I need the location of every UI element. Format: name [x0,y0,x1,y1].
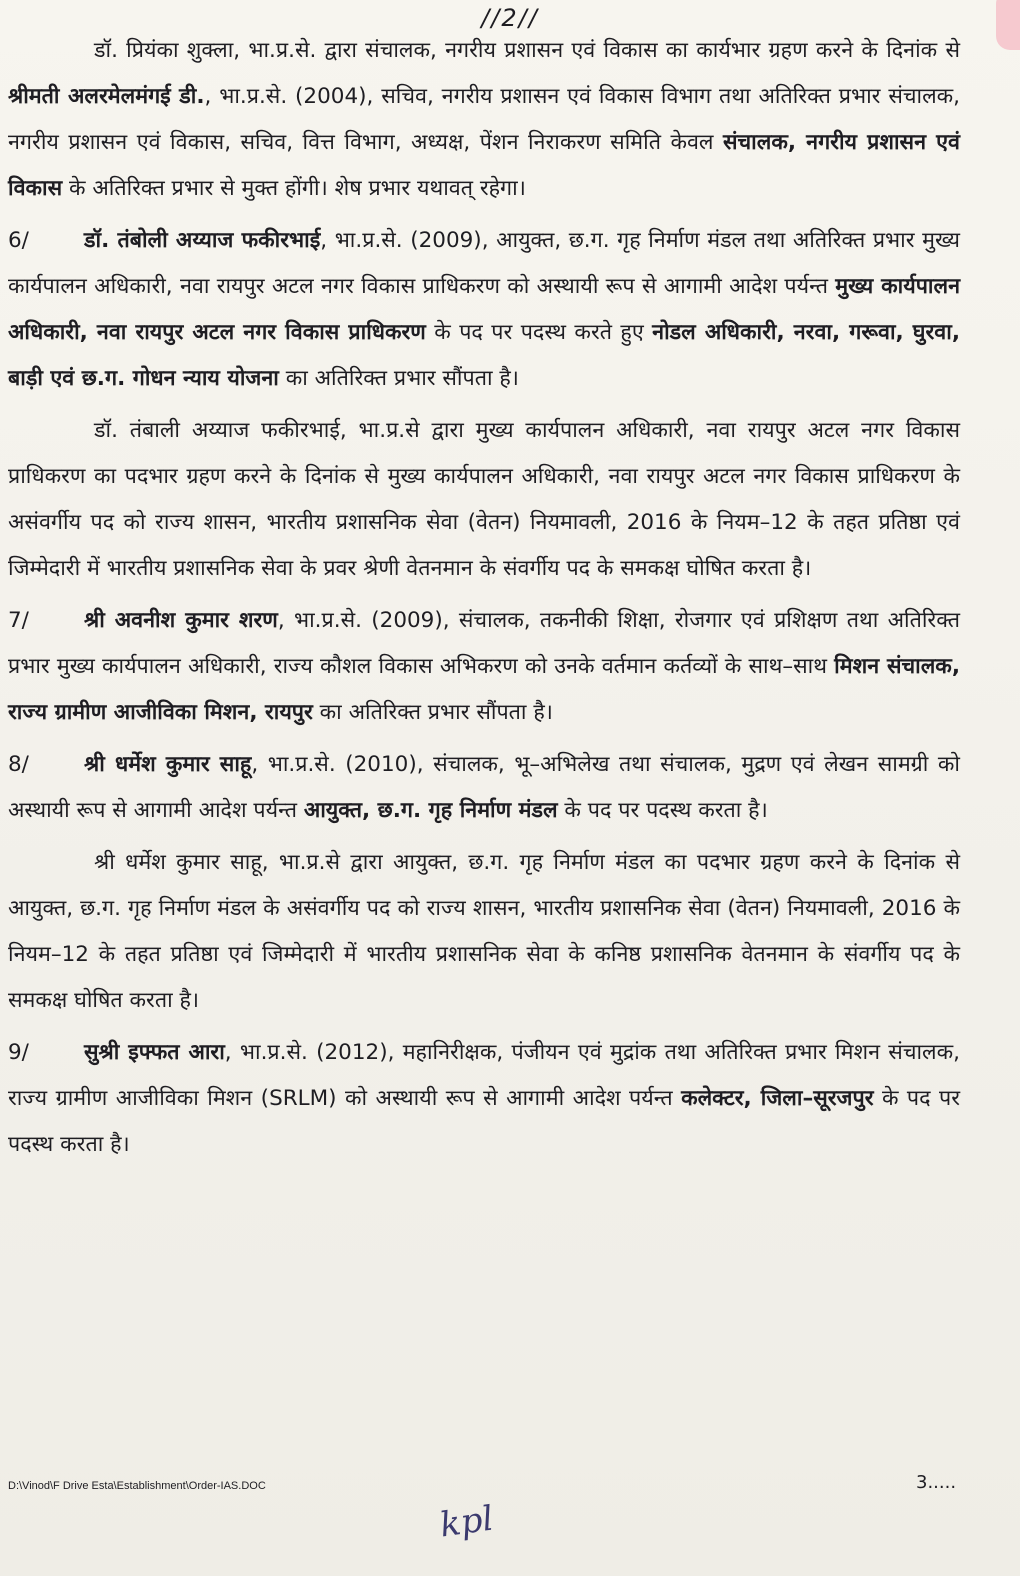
paragraph-5-continuation [8,28,960,212]
text-run: , भा.प्र.से. (2009), आयुक्त, छ.ग. गृह निर्माण मंडल तथा अतिरिक्त प्रभार मुख्य कार्यपालन अधिकारी, नवा रायपुर अटल नगर विकास प्राधिकरण को अस्थायी रूप से आगामी आदेश पर्यन्त [8,228,960,299]
bold-name: श्रीमती अलरमेलमंगई डी. [8,84,205,109]
text-run: , भा.प्र.से. (2009), संचालक, तकनीकी शिक्षा, रोजगार एवं प्रशिक्षण तथा अतिरिक्त प्रभार मुख्य कार्यपालन अधिकारी, राज्य कौशल विकास अभिकरण को उनके वर्तमान कर्तव्यों के साथ–साथ [8,608,961,679]
document-body [8,28,960,1174]
bold-name: डॉ. तंबोली अय्याज फकीरभाई [84,228,321,253]
text-run: , भा.प्र.से. (2004), सचिव, नगरीय प्रशासन एवं विकास विभाग तथा अतिरिक्त प्रभार संचालक, नगरीय प्रशासन एवं विकास, सचिव, वित्त विभाग, अध्यक्ष, पेंशन निराकरण समिति केवल [8,84,961,155]
bold-name: श्री अवनीश कुमार शरण [84,608,278,633]
bold-name: सुश्री इफ्फत आरा [84,1040,225,1065]
paragraph-number: 8/ [8,752,29,777]
bold-post: कलेक्टर, जिला–सूरजपुर [681,1086,874,1111]
bold-post: आयुक्त, छ.ग. गृह निर्माण मंडल [303,798,558,823]
text-run: के पद पर पदस्थ करता है। [8,1086,961,1157]
paragraph-number: 7/ [8,608,29,633]
bold-post: मुख्य कार्यपालन अधिकारी, नवा रायपुर अटल नगर विकास प्राधिकरण [8,274,960,345]
text-run: के पद पर पदस्थ करते हुए [425,320,653,345]
paragraph-8 [8,742,960,834]
next-page-marker: 3..... [916,1472,957,1493]
bold-name: श्री धर्मेश कुमार साहू [84,752,252,777]
text-run: के पद पर पदस्थ करता है। [557,798,768,823]
paragraph-9 [8,1030,960,1168]
bold-post: मिशन संचालक, राज्य ग्रामीण आजीविका मिशन, रायपुर [8,654,960,725]
paragraph-8-declaration: श्री धर्मेश कुमार साहू, भा.प्र.से द्वारा आयुक्त, छ.ग. गृह निर्माण मंडल का पदभार ग्रहण करने के दिनांक से आयुक्त, छ.ग. गृह निर्माण मंडल के असंवर्गीय पद को राज्य शासन, भारतीय प्रशासनिक सेवा (वेतन) नियमावली, 2016 के नियम–12 के तहत प्रतिष्ठा एवं जिम्मेदारी में भारतीय प्रशासनिक सेवा के कनिष्ठ प्रशासनिक वेतनमान के संवर्गीय पद के समकक्ष घोषित करता है। [8,850,960,1013]
paragraph-6-declaration: डॉ. तंबाली अय्याज फकीरभाई, भा.प्र.से द्वारा मुख्य कार्यपालन अधिकारी, नवा रायपुर अटल नगर विकास प्राधिकरण का पदभार ग्रहण करने के दिनांक से मुख्य कार्यपालन अधिकारी, नवा रायपुर अटल नगर विकास प्राधिकरण के असंवर्गीय पद को राज्य शासन, भारतीय प्रशासनिक सेवा (वेतन) नियमावली, 2016 के नियम–12 के तहत प्रतिष्ठा एवं जिम्मेदारी में भारतीय प्रशासनिक सेवा के प्रवर श्रेणी वेतनमान के संवर्गीय पद के समकक्ष घोषित करता है। [8,418,960,581]
bold-post: नोडल अधिकारी, नरवा, गरूवा, घुरवा, बाड़ी एवं छ.ग. गोधन न्याय योजना [8,320,960,391]
paragraph-number: 9/ [8,1040,29,1065]
text-run: के अतिरिक्त प्रभार से मुक्त होंगी। शेष प्रभार यथावत् रहेगा। [62,176,526,201]
text-run: का अतिरिक्त प्रभार सौंपता है। [278,366,519,391]
paragraph-6 [8,218,960,402]
page-marker: //2// [481,4,539,32]
bold-post: संचालक, नगरीय प्रशासन एवं विकास [8,130,961,201]
paragraph-number: 6/ [8,228,29,253]
handwritten-initials: kpl [437,1498,496,1546]
text-run: , भा.प्र.से. (2012), महानिरीक्षक, पंजीयन एवं मुद्रांक तथा अतिरिक्त प्रभार मिशन संचालक, राज्य ग्रामीण आजीविका मिशन (SRLM) को अस्थायी रूप से आगामी आदेश पर्यन्त [8,1040,960,1111]
text-run: डॉ. प्रियंका शुक्ला, भा.प्र.से. द्वारा संचालक, नगरीय प्रशासन एवं विकास का कार्यभार ग्रहण करने के दिनांक से [94,38,960,63]
text-run: , भा.प्र.से. (2010), संचालक, भू–अभिलेख तथा संचालक, मुद्रण एवं लेखन सामग्री को अस्थायी रूप से आगामी आदेश पर्यन्त [8,752,961,823]
footer-file-path: D:\Vinod\F Drive Esta\Establishment\Order-IAS.DOC [8,1480,266,1492]
paragraph-7 [8,598,960,736]
text-run: का अतिरिक्त प्रभार सौंपता है। [312,700,553,725]
